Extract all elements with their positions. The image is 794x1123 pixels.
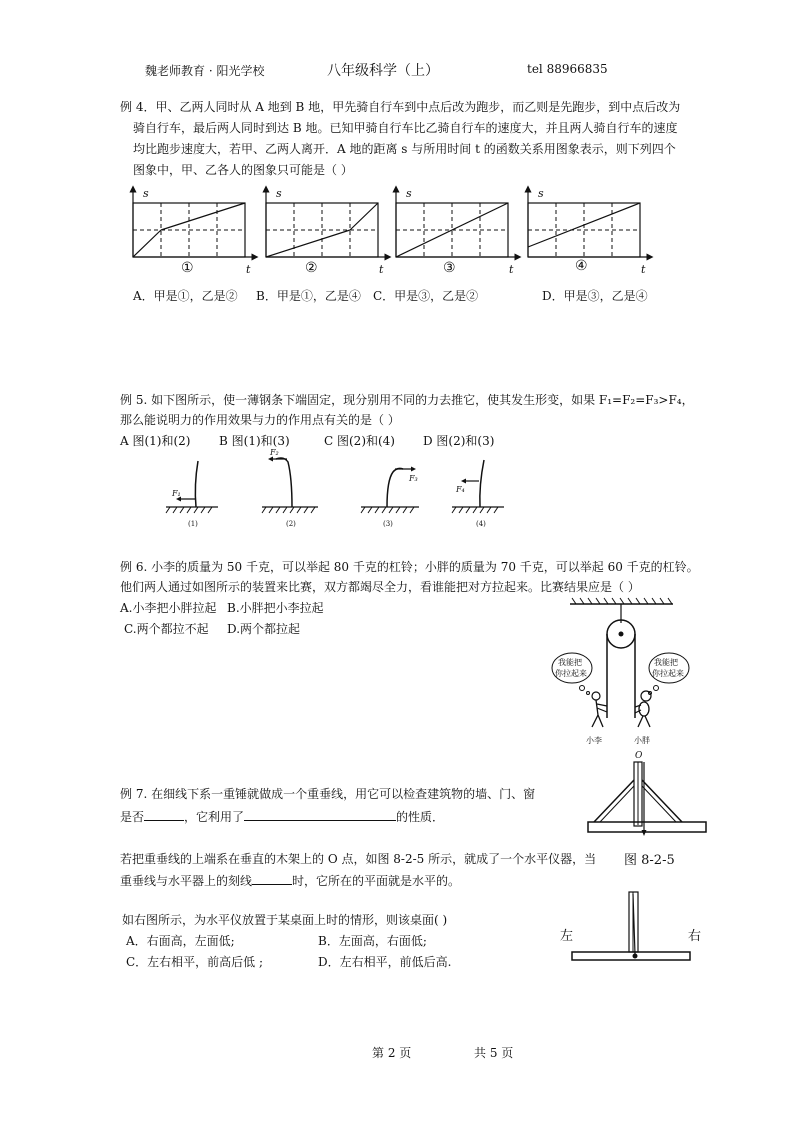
q7-line-2 [120,806,444,827]
q4-graph-3-s: s [406,187,412,200]
q5-fig-1 [162,455,222,530]
footer-page: 第 2 页 [372,1046,412,1060]
q8-option-b: B．左面高，右面低; [318,934,427,948]
q5-line-1: 例 5. 如下图所示，使一薄钢条下端固定，现分别用不同的力去推它，使其发生形变，如果 F₁=F₂=F₃>F₄， [120,393,694,407]
q4-line-2: 骑自行车，最后两人同时到达 B 地。已知甲骑自行车比乙骑自行车的速度大，并且两人骑自行车的速度 [133,121,678,135]
q5-option-c: C 图(2)和(4) [324,434,395,448]
q5-fig-4-num: (4) [476,520,486,528]
q8-option-a: A．右面高，左面低; [126,934,235,948]
q4-option-b: B．甲是①，乙是④ [256,289,361,303]
q4-graph-2-s: s [276,187,282,200]
q7-line-3: 若把重垂线的上端系在垂直的木架上的 O 点，如图 8-2-5 所示，就成了一个水平仪器，当 [120,852,597,866]
q8-left-label: 左 [560,929,574,944]
q4-graph-2-label: ② [305,260,318,276]
q6-bubble-right-1: 我能把 [654,658,678,667]
q6-bubble-left-1: 我能把 [558,658,582,667]
q4-option-d: D．甲是③，乙是④ [542,289,648,303]
q5-fig-4 [448,455,508,530]
q5-option-b: B 图(1)和(3) [219,434,290,448]
q8-option-d: D．左右相平，前低后高. [318,955,452,969]
q5-fig-3-force: F₃ [409,474,418,483]
q4-graph-1-label: ① [181,260,194,276]
q5-line-2: 那么能说明力的作用效果与力的作用点有关的是（ ） [120,413,400,427]
q5-option-d: D 图(2)和(3) [423,434,495,448]
q4-graph-4-s: s [538,187,544,200]
q7-line-2-b: ，它利用了 [184,810,245,824]
q7-fig-point: O [635,751,643,761]
q4-graph-1-t: t [246,263,251,276]
q6-pulley-figure [548,596,698,748]
q4-graph-2 [258,185,393,275]
q4-graph-1-s: s [143,187,149,200]
header-tel: tel 88966835 [527,62,608,76]
q4-option-c: C．甲是③，乙是② [373,289,479,303]
q6-option-d: D.两个都拉起 [227,622,301,636]
q4-option-a: A．甲是①，乙是② [133,289,238,303]
q6-name-right: 小胖 [634,736,650,745]
q7-line-4-a: 重垂线与水平器上的刻线 [120,874,253,888]
q5-fig-2-force: F₂ [270,448,279,457]
q5-fig-2-num: (2) [286,520,296,528]
q6-option-c: C.两个都拉不起 [124,622,209,636]
q4-graph-2-t: t [379,263,384,276]
q6-bubble-right-2: 你拉起来 [652,669,684,678]
q6-option-a: A.小李把小胖拉起 [120,601,217,615]
q4-graph-3-t: t [509,263,514,276]
q8-option-c: C．左右相平，前高后低 ; [126,955,264,969]
q5-fig-3 [357,455,432,530]
q4-line-4: 图象中，甲、乙各人的图象只可能是（ ） [133,163,353,177]
q7-blank-2[interactable] [244,806,396,821]
q8-table-level-figure [560,890,710,970]
q4-graph-4-t: t [641,263,646,276]
q4-line-3: 均比跑步速度大，若甲、乙两人离开．A 地的距离 s 与所用时间 t 的函数关系用图象表示，则下列四个 [133,142,676,156]
q7-blank-1[interactable] [144,806,184,821]
header-school: 魏老师教育 · 阳光学校 [145,64,265,78]
q4-graph-3-label: ③ [443,260,456,276]
q4-line-1: 例 4．甲、乙两人同时从 A 地到 B 地，甲先骑自行车到中点后改为跑步，而乙则是先跑步，到中点后改为 [120,100,681,114]
footer-total: 共 5 页 [474,1046,514,1060]
q7-fig-caption: 图 8-2-5 [624,853,675,868]
q7-line-4-b: 时，它所在的平面就是水平的。 [292,874,461,888]
q5-fig-3-num: (3) [383,520,393,528]
q8-line-1: 如右图所示，为水平仪放置于某桌面上时的情形，则该桌面( ) [122,913,448,927]
q6-line-1: 例 6. 小李的质量为 50 千克，可以举起 80 千克的杠铃；小胖的质量为 70 千克，可以举起 60 千克的杠铃。 [120,560,699,574]
q7-level-figure [582,750,717,850]
q6-line-2: 他们两人通过如图所示的装置来比赛，双方都竭尽全力，看谁能把对方拉起来。比赛结果应是（ ） [120,580,640,594]
q6-option-b: B.小胖把小李拉起 [227,601,324,615]
q8-right-label: 右 [688,929,702,944]
q5-fig-2 [256,450,326,530]
q4-graph-4-label: ④ [575,258,588,274]
q5-fig-1-num: (1) [188,520,198,528]
q7-line-1: 例 7. 在细线下系一重锤就做成一个重垂线，用它可以检查建筑物的墙、门、窗 [120,787,536,801]
q5-option-a: A 图(1)和(2) [120,434,191,448]
q5-fig-4-force: F₄ [456,485,465,494]
q6-bubble-left-2: 你拉起来 [555,669,587,678]
q7-line-4 [120,870,460,891]
q5-fig-1-force: F₁ [172,489,181,498]
header-subject: 八年级科学（上） [327,63,439,79]
q7-line-2-c: 的性质． [396,810,445,824]
q7-line-2-a: 是否 [120,810,145,824]
q7-blank-3[interactable] [252,870,292,885]
q6-name-left: 小李 [586,736,602,745]
